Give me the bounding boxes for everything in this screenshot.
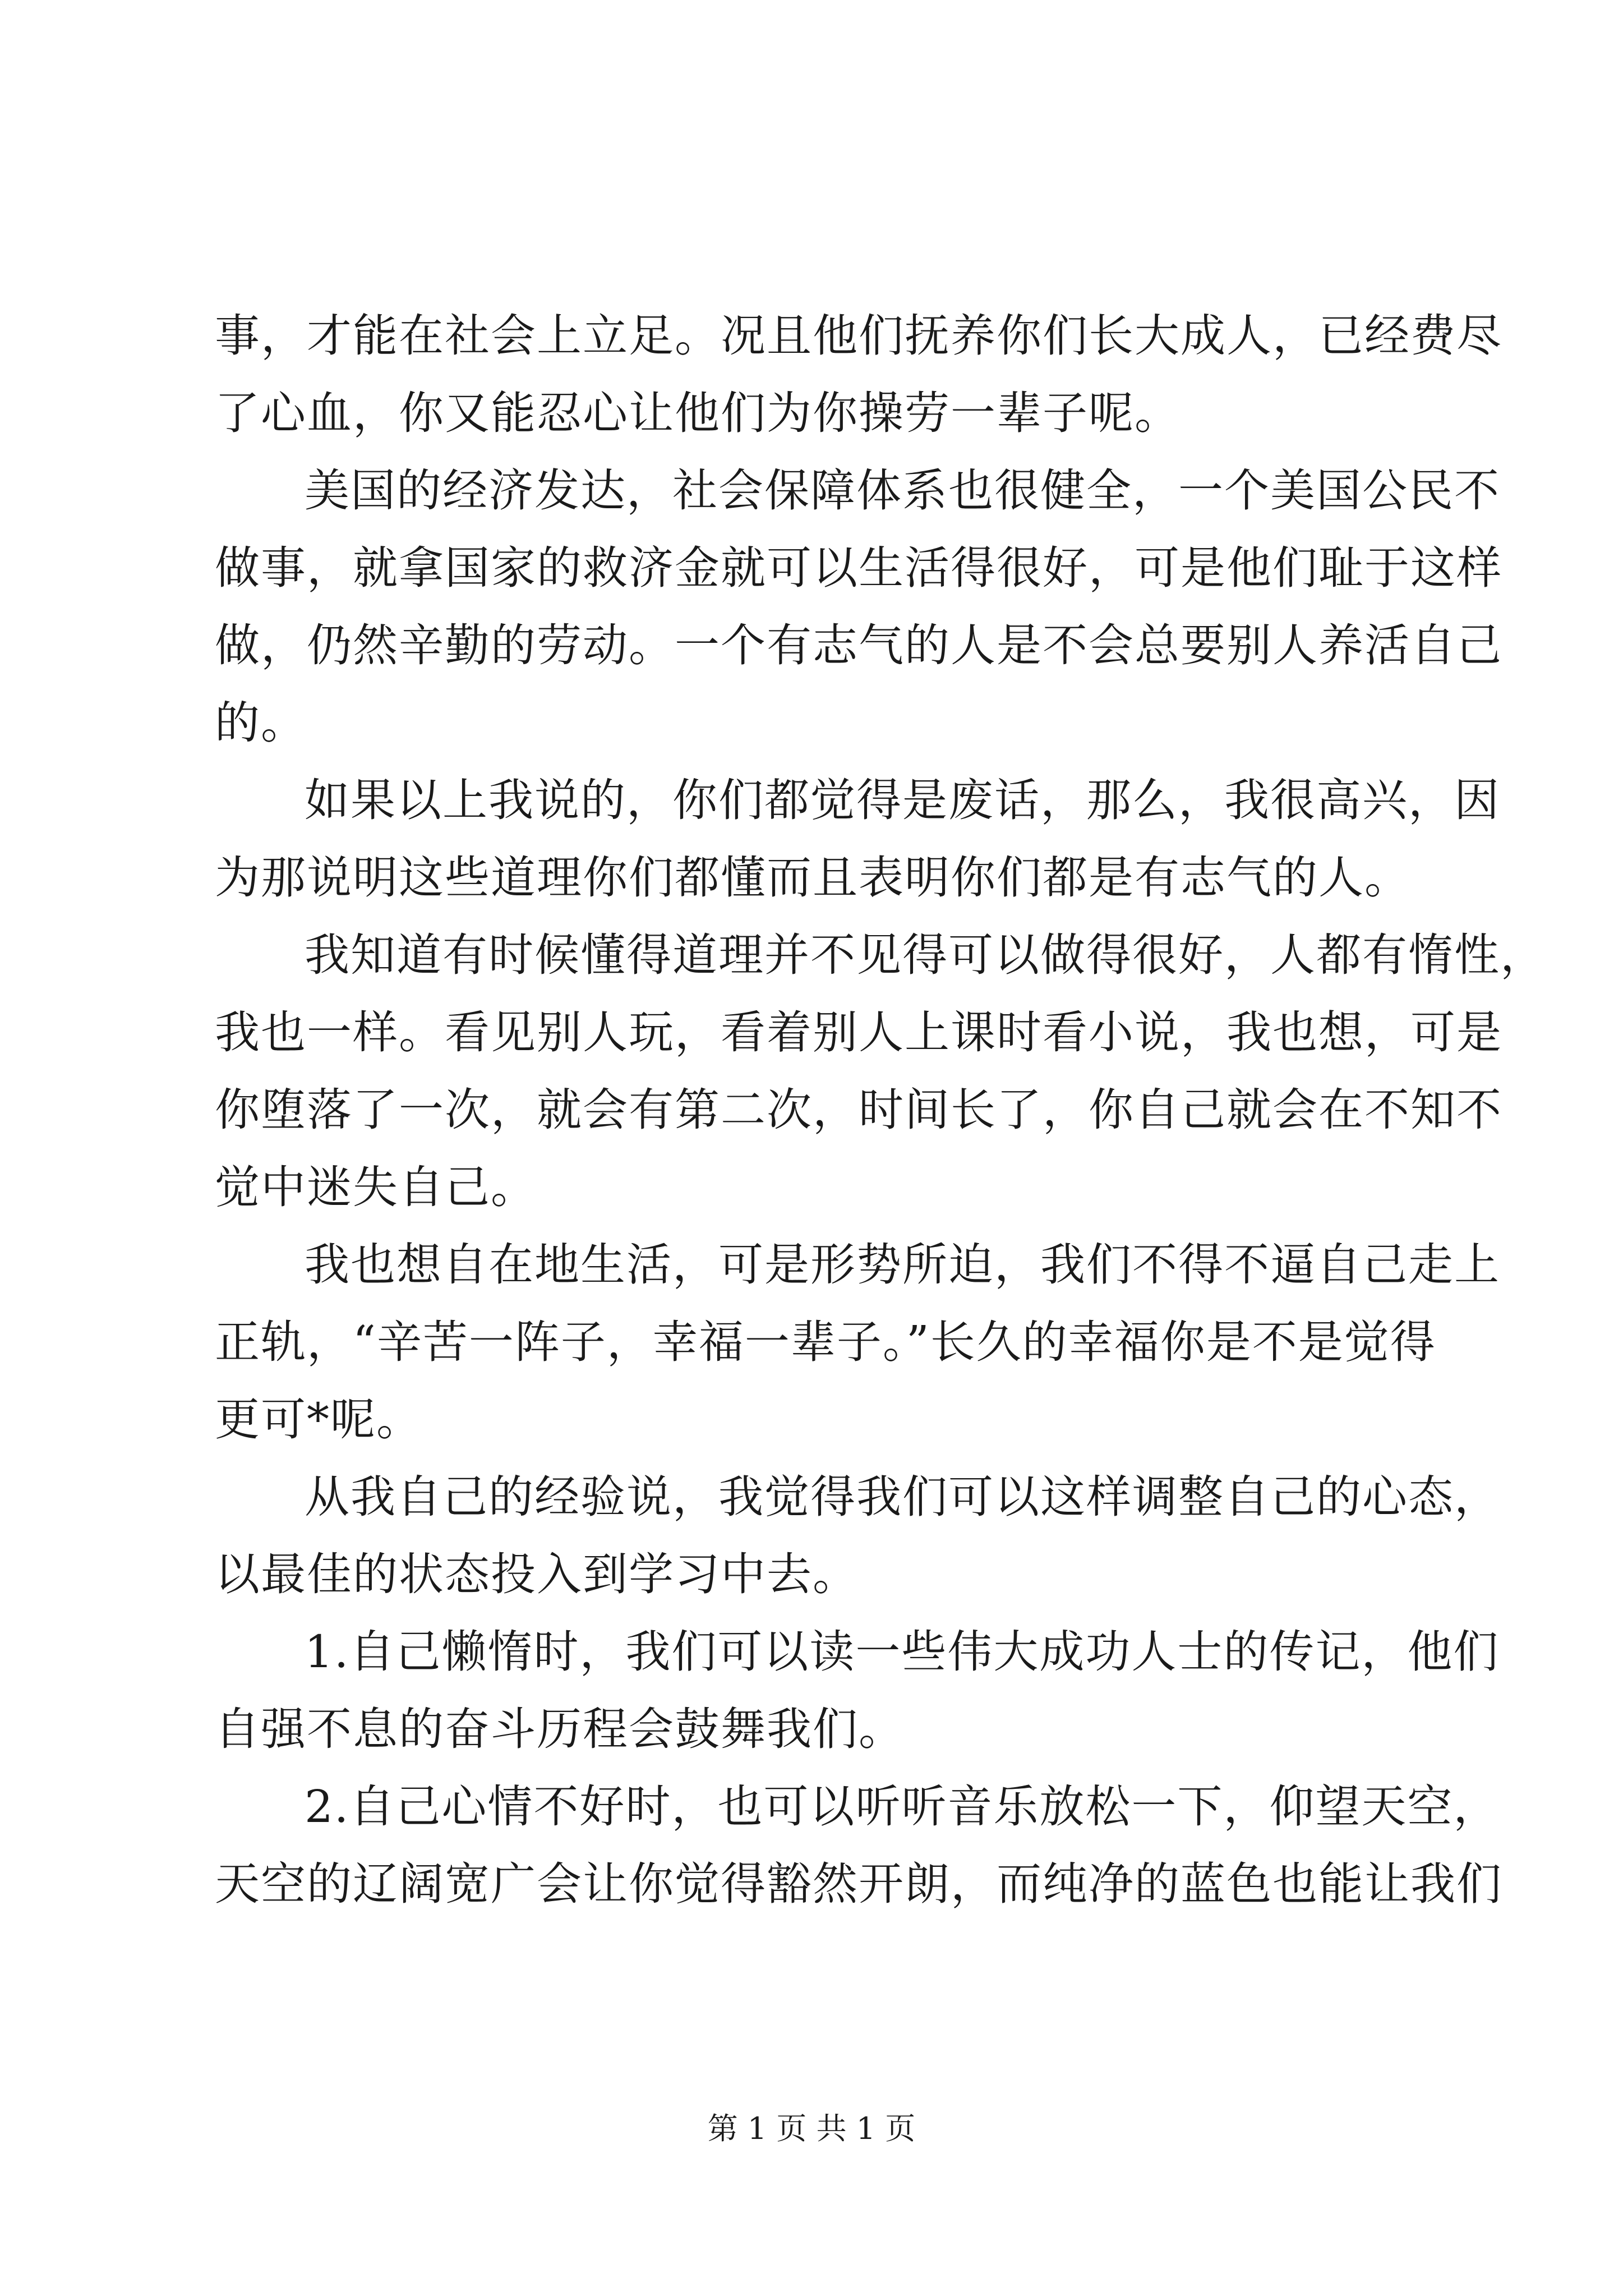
text-line: 以最佳的状态投入到学习中去。	[215, 1548, 859, 1600]
text-line: 做，仍然辛勤的劳动。一个有志气的人是不会总要别人养活自己	[215, 619, 1502, 671]
text-line: 你堕落了一次，就会有第二次，时间长了，你自己就会在不知不	[215, 1084, 1502, 1136]
text-line: 2.自己心情不好时，也可以听听音乐放松一下，仰望天空，	[305, 1780, 1500, 1833]
text-line: 觉中迷失自己。	[215, 1161, 537, 1213]
text-line: 天空的辽阔宽广会让你觉得豁然开朗，而纯净的蓝色也能让我们	[215, 1858, 1502, 1910]
text-line: 我也想自在地生活，可是形势所迫，我们不得不逼自己走上	[305, 1239, 1500, 1291]
text-line: 自强不息的奋斗历程会鼓舞我们。	[215, 1703, 905, 1755]
text-line: 我知道有时候懂得道理并不见得可以做得很好，人都有惰性，	[305, 929, 1546, 981]
text-line: 我也一样。看见别人玩，看着别人上课时看小说，我也想，可是	[215, 1006, 1502, 1059]
text-line: 美国的经济发达，社会保障体系也很健全，一个美国公民不	[305, 464, 1500, 517]
text-line: 了心血，你又能忍心让他们为你操劳一辈子呢。	[215, 387, 1181, 439]
text-line: 事，才能在社会上立足。况且他们抚养你们长大成人，已经费尽	[215, 310, 1502, 362]
text-line: 如果以上我说的，你们都觉得是废话，那么，我很高兴，因	[305, 774, 1500, 826]
document-body	[215, 297, 1546, 1923]
text-line: 做事，就拿国家的救济金就可以生活得很好，可是他们耻于这样	[215, 542, 1502, 594]
page-footer: 第 1 页 共 1 页	[707, 2111, 916, 2146]
text-line: 正轨，“辛苦一阵子，幸福一辈子。”长久的幸福你是不是觉得	[215, 1316, 1436, 1368]
text-line: 的。	[215, 697, 307, 749]
text-line: 更可*呢。	[215, 1393, 422, 1446]
text-line: 1.自己懒惰时，我们可以读一些伟大成功人士的传记，他们	[305, 1626, 1500, 1678]
text-line: 从我自己的经验说，我觉得我们可以这样调整自己的心态，	[305, 1471, 1500, 1523]
text-line: 为那说明这些道理你们都懂而且表明你们都是有志气的人。	[215, 852, 1410, 904]
